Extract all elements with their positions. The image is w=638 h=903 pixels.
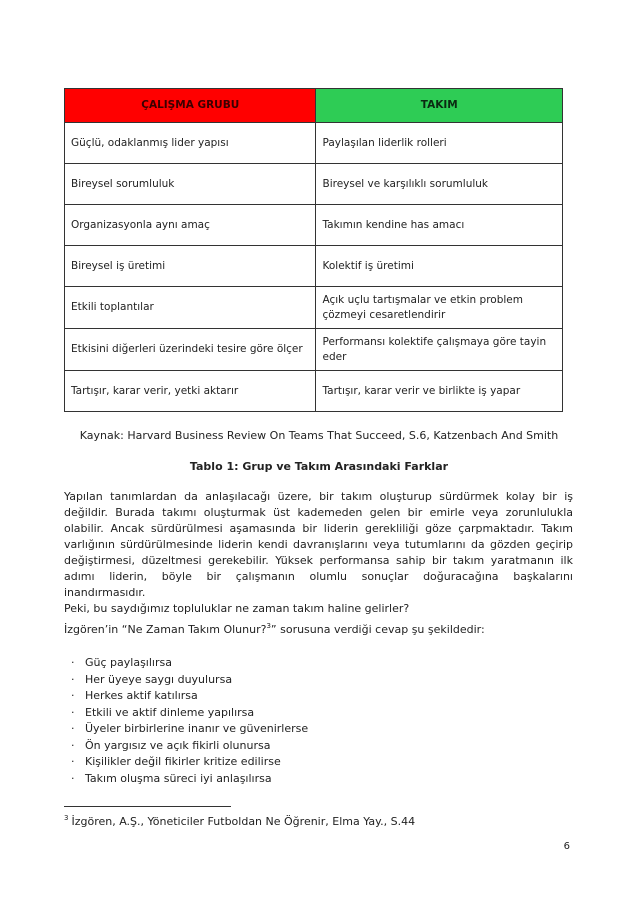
table-row bbox=[65, 205, 563, 246]
table-cell-group: Bireysel sorumluluk bbox=[65, 164, 316, 205]
footnote-reference[interactable]: 3 bbox=[266, 622, 271, 630]
table-cell-team: Takımın kendine has amacı bbox=[316, 205, 563, 246]
intro-text-after: ” sorusuna verdiği cevap şu şekildedir: bbox=[270, 623, 485, 636]
bullet-list bbox=[64, 655, 308, 787]
paragraph-line: olabilir. Ancak sürdürülmesi aşamasında bir liderin gerekliliği göze çarpmaktadır. Takım bbox=[64, 522, 573, 535]
table-cell-group: Etkili toplantılar bbox=[65, 287, 316, 329]
table-row bbox=[65, 371, 563, 412]
list-item-text: Kişilikler değil fikirler kritize edilirse bbox=[85, 755, 281, 768]
table-cell-team: Performansı kolektife çalışmaya göre tayin eder bbox=[316, 329, 563, 371]
table-cell-team: Bireysel ve karşılıklı sorumluluk bbox=[316, 164, 563, 205]
list-item-text: Her üyeye saygı duyulursa bbox=[85, 672, 233, 686]
list-item-text: Takım oluşma süreci iyi anlaşılırsa bbox=[85, 771, 272, 785]
bullet-icon: · bbox=[71, 689, 75, 702]
table-row bbox=[65, 164, 563, 205]
page-number: 6 bbox=[563, 841, 570, 852]
list-item-text: Güç paylaşılırsa bbox=[85, 656, 172, 669]
bullet-icon: · bbox=[71, 771, 75, 785]
paragraph-line: Yapılan tanımlardan da anlaşılacağı üzere, bir takım oluşturup sürdürmek kolay bir iş bbox=[64, 490, 573, 503]
table-cell-team: Kolektif iş üretimi bbox=[316, 246, 563, 287]
bullet-icon: · bbox=[71, 722, 75, 735]
bullet-icon: · bbox=[71, 672, 75, 686]
list-item-text: Herkes aktif katılırsa bbox=[85, 689, 198, 702]
list-item bbox=[64, 738, 308, 755]
table-cell-group: Organizasyonla aynı amaç bbox=[65, 205, 316, 246]
footnote-divider bbox=[64, 806, 231, 807]
intro-line bbox=[64, 622, 485, 638]
bullet-icon: · bbox=[71, 738, 75, 752]
bullet-icon: · bbox=[71, 656, 75, 669]
header-takim: TAKIM bbox=[316, 89, 563, 123]
list-item-text: Etkili ve aktif dinleme yapılırsa bbox=[85, 705, 255, 719]
footnote-number: 3 bbox=[64, 814, 69, 822]
list-item-text: Ön yargısız ve açık fikirli olunursa bbox=[85, 738, 271, 752]
paragraph-line: adımı liderin, böyle bir çalışmanın olumlu sonuçlar doğuracağına başkalarını bbox=[64, 570, 573, 583]
list-item bbox=[64, 771, 308, 788]
table-row bbox=[65, 246, 563, 287]
table-row bbox=[65, 287, 563, 329]
list-item bbox=[64, 655, 308, 672]
table-row bbox=[65, 123, 563, 164]
table-row bbox=[65, 329, 563, 371]
footnote-text: İzgören, A.Ş., Yöneticiler Futboldan Ne Öğrenir, Elma Yay., S.44 bbox=[71, 815, 416, 828]
table-cell-group: Güçlü, odaklanmış lider yapısı bbox=[65, 123, 316, 164]
list-item bbox=[64, 705, 308, 722]
table-source: Kaynak: Harvard Business Review On Teams That Succeed, S.6, Katzenbach And Smith bbox=[79, 429, 559, 442]
list-item-text: Üyeler birbirlerine inanır ve güvenirlerse bbox=[85, 722, 309, 735]
body-paragraph bbox=[64, 489, 573, 617]
intro-text-before: İzgören’in “Ne Zaman Takım Olunur? bbox=[64, 623, 267, 636]
list-item bbox=[64, 754, 308, 771]
table-cell-team: Paylaşılan liderlik rolleri bbox=[316, 123, 563, 164]
comparison-table bbox=[64, 88, 563, 412]
bullet-icon: · bbox=[71, 705, 75, 719]
header-calisma-grubu: ÇALIŞMA GRUBU bbox=[65, 89, 316, 123]
list-item bbox=[64, 688, 308, 705]
paragraph-line: inandırmasıdır. bbox=[64, 586, 146, 599]
table-cell-group: Etkisini diğerleri üzerindeki tesire göre ölçer bbox=[65, 329, 316, 371]
table-cell-team: Tartışır, karar verir ve birlikte iş yapar bbox=[316, 371, 563, 412]
table-cell-group: Tartışır, karar verir, yetki aktarır bbox=[65, 371, 316, 412]
table-header-row bbox=[65, 89, 563, 123]
bullet-icon: · bbox=[71, 755, 75, 768]
paragraph-line: Peki, bu saydığımız topluluklar ne zaman takım haline gelirler? bbox=[64, 602, 410, 615]
table-caption: Tablo 1: Grup ve Takım Arasındaki Farklar bbox=[189, 460, 449, 473]
paragraph-line: değiştirmesi, düzeltmesi gerekebilir. Yüksek performansa sahip bir takım yaratmanın ilk bbox=[64, 554, 573, 567]
list-item bbox=[64, 672, 308, 689]
list-item bbox=[64, 721, 308, 738]
table-cell-group: Bireysel iş üretimi bbox=[65, 246, 316, 287]
table-cell-team: Açık uçlu tartışmalar ve etkin problem çözmeyi cesaretlendirir bbox=[316, 287, 563, 329]
paragraph-line: değildir. Burada takımı oluşturmak üst kademeden gelen bir emirle veya zorunlulukla bbox=[64, 506, 573, 519]
footnote bbox=[64, 814, 415, 830]
paragraph-line: varlığının sürdürülmesinde liderin kendi davranışlarını veya tutumlarını da gözden geçirip bbox=[64, 538, 573, 551]
